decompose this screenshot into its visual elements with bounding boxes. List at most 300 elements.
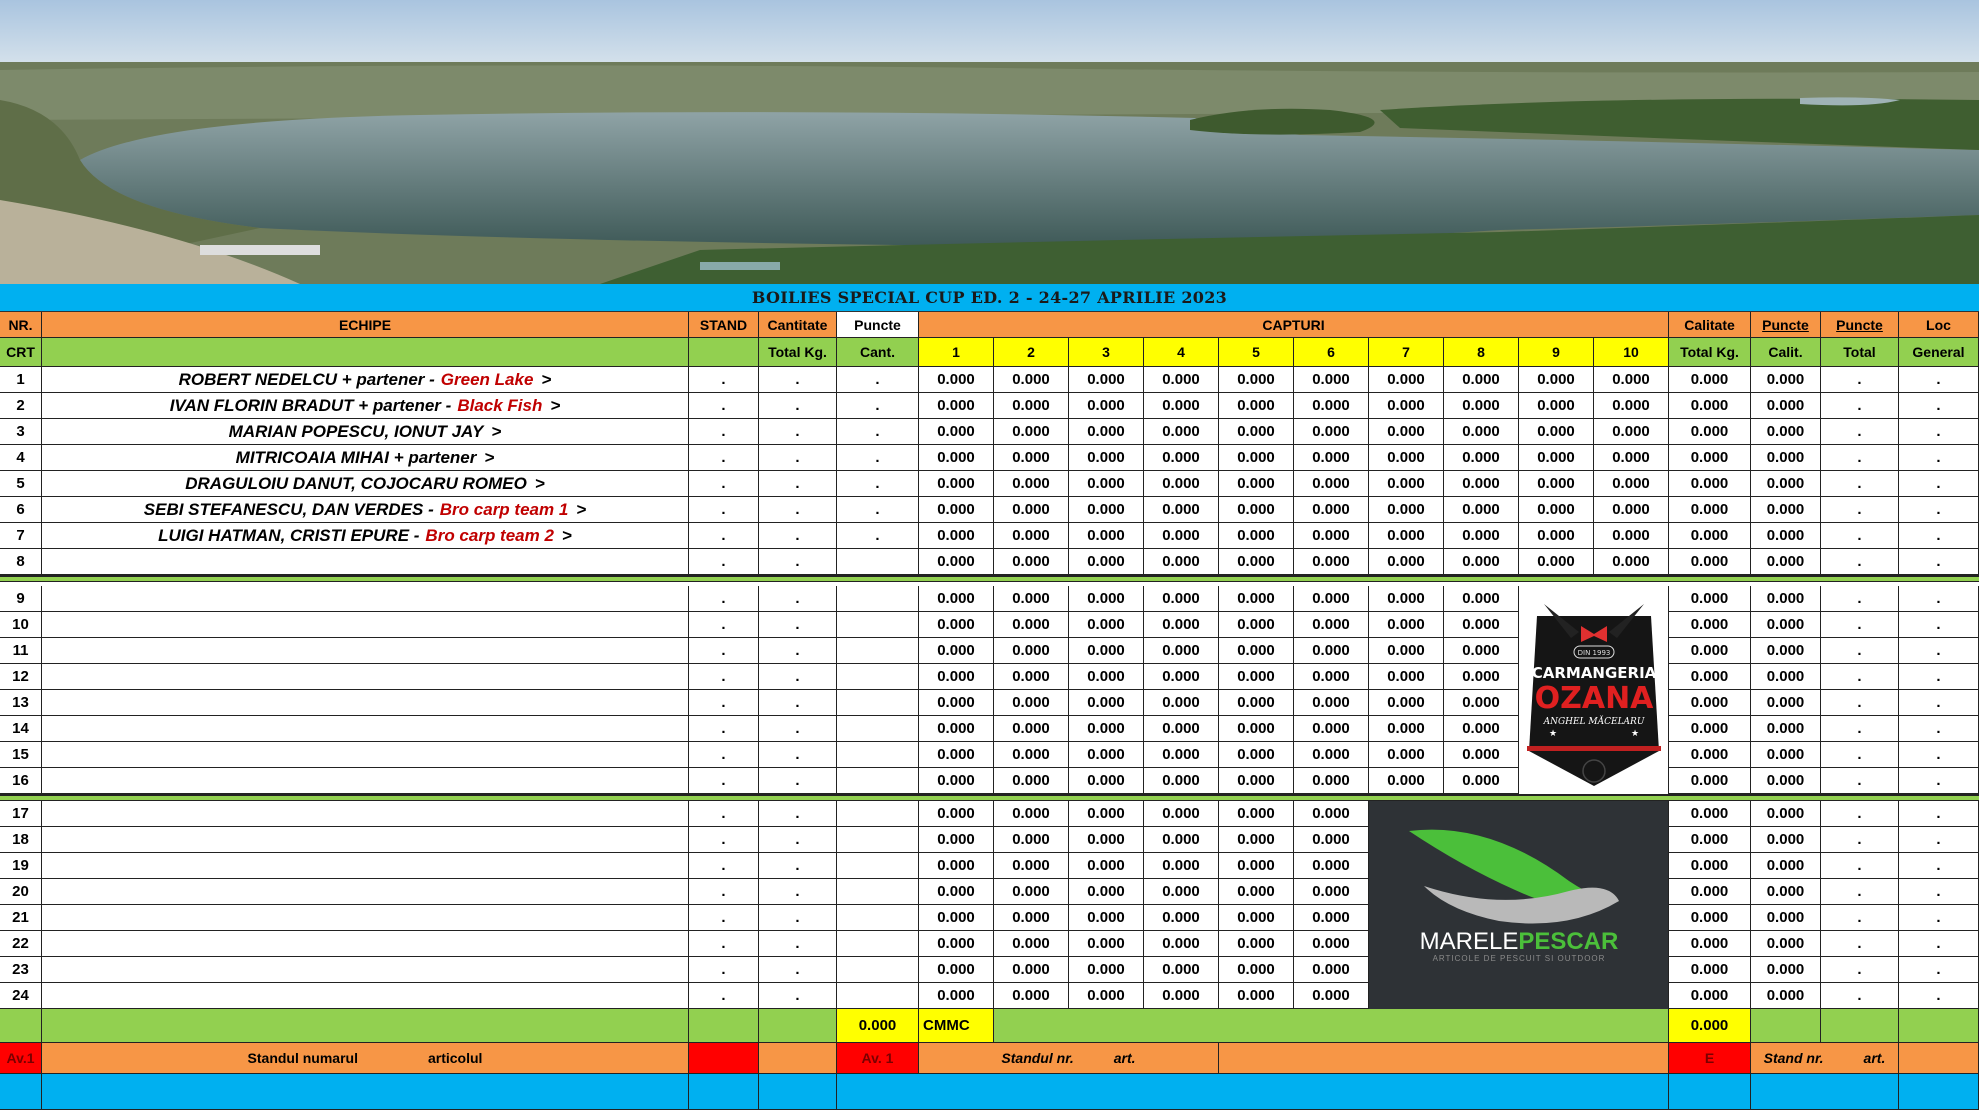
- summary-cell: [759, 1009, 837, 1043]
- capture-value: 0.000: [1444, 664, 1519, 690]
- puncte-total-value: .: [1821, 742, 1899, 768]
- loc-general-value: .: [1899, 768, 1979, 794]
- puncte-total-value: .: [1821, 367, 1899, 393]
- puncte-cant-value: [837, 664, 919, 690]
- team-name-cell: [42, 471, 689, 497]
- header-calit: Calit.: [1751, 338, 1821, 367]
- capture-value: 0.000: [919, 445, 994, 471]
- capture-value: 0.000: [1444, 768, 1519, 794]
- puncte-calit-value: 0.000: [1751, 612, 1821, 638]
- header-capture-1: 1: [919, 338, 994, 367]
- row-number: 12: [0, 664, 42, 690]
- team-arrow: >: [576, 499, 587, 519]
- loc-general-value: .: [1899, 419, 1979, 445]
- puncte-cant-value: .: [837, 497, 919, 523]
- calitate-value: 0.000: [1669, 497, 1751, 523]
- row-number: 15: [0, 742, 42, 768]
- calitate-value: 0.000: [1669, 827, 1751, 853]
- capture-value: 0.000: [1369, 393, 1444, 419]
- capture-value: 0.000: [1369, 716, 1444, 742]
- capture-value: 0.000: [1219, 690, 1294, 716]
- puncte-cant-value: .: [837, 419, 919, 445]
- team-name-cell: [42, 638, 689, 664]
- stand-value: .: [689, 827, 759, 853]
- loc-general-value: .: [1899, 664, 1979, 690]
- stand-value: .: [689, 931, 759, 957]
- capture-value: 0.000: [1144, 690, 1219, 716]
- cantitate-value: .: [759, 768, 837, 794]
- capture-value: 0.000: [1594, 471, 1669, 497]
- capture-value: 0.000: [1594, 497, 1669, 523]
- team-arrow: >: [561, 525, 572, 545]
- capture-value: 0.000: [1294, 957, 1369, 983]
- capture-value: 0.000: [1144, 445, 1219, 471]
- header-puncte-calit: Puncte: [1751, 312, 1821, 338]
- footer-standul-nr: [919, 1043, 1219, 1074]
- capture-value: 0.000: [1069, 638, 1144, 664]
- row-number: 18: [0, 827, 42, 853]
- team-name-cell: [42, 586, 689, 612]
- capture-value: 0.000: [919, 497, 994, 523]
- capture-value: 0.000: [1219, 586, 1294, 612]
- capture-value: 0.000: [1144, 638, 1219, 664]
- capture-value: 0.000: [1444, 523, 1519, 549]
- capture-value: 0.000: [1144, 367, 1219, 393]
- capture-value: 0.000: [1144, 853, 1219, 879]
- team-name-cell: [42, 983, 689, 1009]
- capture-value: 0.000: [1294, 664, 1369, 690]
- row-number: 5: [0, 471, 42, 497]
- capture-value: 0.000: [1069, 853, 1144, 879]
- puncte-total-value: .: [1821, 801, 1899, 827]
- header-capture-4: 4: [1144, 338, 1219, 367]
- stand-value: .: [689, 742, 759, 768]
- summary-calitate-total: 0.000: [1669, 1009, 1751, 1043]
- capture-value: 0.000: [994, 419, 1069, 445]
- capture-value: 0.000: [1219, 983, 1294, 1009]
- capture-value: 0.000: [1219, 905, 1294, 931]
- bottom-cell: [42, 1074, 689, 1110]
- puncte-cant-value: [837, 586, 919, 612]
- header-cant: Cant.: [837, 338, 919, 367]
- loc-general-value: .: [1899, 905, 1979, 931]
- team-arrow: >: [534, 473, 545, 493]
- capture-value: 0.000: [1294, 393, 1369, 419]
- capture-value: 0.000: [994, 638, 1069, 664]
- capture-value: 0.000: [1369, 586, 1444, 612]
- capture-value: 0.000: [1294, 768, 1369, 794]
- capture-value: 0.000: [1219, 801, 1294, 827]
- puncte-total-value: .: [1821, 586, 1899, 612]
- cantitate-value: .: [759, 586, 837, 612]
- cantitate-value: .: [759, 716, 837, 742]
- capture-value: 0.000: [1369, 768, 1444, 794]
- capture-value: 0.000: [919, 419, 994, 445]
- calitate-value: 0.000: [1669, 742, 1751, 768]
- capture-value: 0.000: [994, 664, 1069, 690]
- row-number: 23: [0, 957, 42, 983]
- puncte-total-value: .: [1821, 827, 1899, 853]
- calitate-value: 0.000: [1669, 690, 1751, 716]
- loc-general-value: .: [1899, 983, 1979, 1009]
- summary-cell: [689, 1009, 759, 1043]
- capture-value: 0.000: [1069, 742, 1144, 768]
- summary-cmmc: CMMC: [919, 1009, 994, 1043]
- footer-av1-mid: Av. 1: [837, 1043, 919, 1074]
- row-number: 1: [0, 367, 42, 393]
- cantitate-value: .: [759, 879, 837, 905]
- header-puncte-total: Puncte: [1821, 312, 1899, 338]
- puncte-total-value: .: [1821, 879, 1899, 905]
- row-number: 17: [0, 801, 42, 827]
- bottom-cell: [1669, 1074, 1751, 1110]
- capture-value: 0.000: [1594, 393, 1669, 419]
- loc-general-value: .: [1899, 853, 1979, 879]
- capture-value: 0.000: [1219, 612, 1294, 638]
- capture-value: 0.000: [1144, 549, 1219, 575]
- cantitate-value: .: [759, 612, 837, 638]
- team-name-cell: [42, 716, 689, 742]
- capture-value: 0.000: [1069, 586, 1144, 612]
- cantitate-value: .: [759, 367, 837, 393]
- puncte-cant-value: [837, 549, 919, 575]
- row-number: 21: [0, 905, 42, 931]
- capture-value: 0.000: [1219, 931, 1294, 957]
- row-number: 16: [0, 768, 42, 794]
- calitate-value: 0.000: [1669, 393, 1751, 419]
- puncte-total-value: .: [1821, 664, 1899, 690]
- capture-value: 0.000: [1294, 801, 1369, 827]
- header-echipe-sub: [42, 338, 689, 367]
- stand-value: .: [689, 768, 759, 794]
- capture-value: 0.000: [1219, 716, 1294, 742]
- capture-value: 0.000: [994, 497, 1069, 523]
- team-members: MARIAN POPESCU, IONUT JAY: [228, 421, 484, 441]
- stand-value: .: [689, 471, 759, 497]
- capture-value: 0.000: [994, 905, 1069, 931]
- capture-value: 0.000: [1294, 612, 1369, 638]
- footer-stand-nr-label: Stand nr.: [1763, 1050, 1824, 1066]
- header-echipe: ECHIPE: [42, 312, 689, 338]
- team-name-cell: [42, 905, 689, 931]
- capture-value: 0.000: [994, 931, 1069, 957]
- calitate-value: 0.000: [1669, 586, 1751, 612]
- puncte-total-value: .: [1821, 716, 1899, 742]
- loc-general-value: .: [1899, 690, 1979, 716]
- row-number: 8: [0, 549, 42, 575]
- team-name-cell: [42, 393, 689, 419]
- cantitate-value: .: [759, 471, 837, 497]
- cantitate-value: .: [759, 827, 837, 853]
- puncte-calit-value: 0.000: [1751, 419, 1821, 445]
- stand-value: .: [689, 549, 759, 575]
- team-name-cell: [42, 853, 689, 879]
- capture-value: 0.000: [994, 983, 1069, 1009]
- header-nr: NR.: [0, 312, 42, 338]
- header-capture-7: 7: [1369, 338, 1444, 367]
- summary-cell: [0, 1009, 42, 1043]
- puncte-total-value: .: [1821, 957, 1899, 983]
- puncte-calit-value: 0.000: [1751, 586, 1821, 612]
- puncte-calit-value: 0.000: [1751, 716, 1821, 742]
- team-arrow: >: [491, 421, 502, 441]
- capture-value: 0.000: [1444, 549, 1519, 575]
- loc-general-value: .: [1899, 393, 1979, 419]
- capture-value: 0.000: [994, 367, 1069, 393]
- puncte-total-value: .: [1821, 612, 1899, 638]
- capture-value: 0.000: [1069, 445, 1144, 471]
- capture-value: 0.000: [1144, 879, 1219, 905]
- footer-articolul-label: articolul: [427, 1050, 483, 1066]
- capture-value: 0.000: [1369, 638, 1444, 664]
- capture-value: 0.000: [919, 879, 994, 905]
- capture-value: 0.000: [994, 879, 1069, 905]
- capture-value: 0.000: [1144, 768, 1219, 794]
- capture-value: 0.000: [919, 801, 994, 827]
- capture-value: 0.000: [919, 957, 994, 983]
- capture-value: 0.000: [1519, 367, 1594, 393]
- calitate-value: 0.000: [1669, 419, 1751, 445]
- calitate-value: 0.000: [1669, 664, 1751, 690]
- bottom-cell: [759, 1074, 837, 1110]
- calitate-value: 0.000: [1669, 445, 1751, 471]
- capture-value: 0.000: [994, 523, 1069, 549]
- carmangeria-ozana-logo: [1519, 586, 1669, 794]
- capture-value: 0.000: [1219, 827, 1294, 853]
- capture-value: 0.000: [1144, 957, 1219, 983]
- capture-value: 0.000: [1144, 742, 1219, 768]
- capture-value: 0.000: [919, 393, 994, 419]
- capture-value: 0.000: [1444, 419, 1519, 445]
- svg-text:★: ★: [1631, 728, 1640, 738]
- puncte-calit-value: 0.000: [1751, 471, 1821, 497]
- loc-general-value: .: [1899, 471, 1979, 497]
- header-capture-3: 3: [1069, 338, 1144, 367]
- cantitate-value: .: [759, 445, 837, 471]
- capture-value: 0.000: [1144, 497, 1219, 523]
- puncte-cant-value: [837, 853, 919, 879]
- capture-value: 0.000: [919, 983, 994, 1009]
- calitate-value: 0.000: [1669, 471, 1751, 497]
- capture-value: 0.000: [994, 612, 1069, 638]
- puncte-total-value: .: [1821, 638, 1899, 664]
- header-calitate: Calitate: [1669, 312, 1751, 338]
- capture-value: 0.000: [1219, 742, 1294, 768]
- capture-value: 0.000: [1594, 367, 1669, 393]
- capture-value: 0.000: [1219, 367, 1294, 393]
- team-name-cell: [42, 742, 689, 768]
- puncte-total-value: .: [1821, 690, 1899, 716]
- capture-value: 0.000: [994, 768, 1069, 794]
- puncte-total-value: .: [1821, 419, 1899, 445]
- calitate-value: 0.000: [1669, 853, 1751, 879]
- header-calitate-total-kg: Total Kg.: [1669, 338, 1751, 367]
- group-separator: [0, 575, 1979, 582]
- capture-value: 0.000: [994, 742, 1069, 768]
- team-label: Black Fish: [457, 395, 543, 415]
- capture-value: 0.000: [1069, 497, 1144, 523]
- stand-value: .: [689, 905, 759, 931]
- footer-standul: [42, 1043, 689, 1074]
- capture-value: 0.000: [919, 523, 994, 549]
- capture-value: 0.000: [1219, 471, 1294, 497]
- row-number: 11: [0, 638, 42, 664]
- capture-value: 0.000: [994, 393, 1069, 419]
- header-crt: CRT: [0, 338, 42, 367]
- stand-value: .: [689, 957, 759, 983]
- capture-value: 0.000: [1444, 445, 1519, 471]
- stand-value: .: [689, 523, 759, 549]
- puncte-total-value: .: [1821, 853, 1899, 879]
- cantitate-value: .: [759, 742, 837, 768]
- puncte-cant-value: [837, 827, 919, 853]
- svg-text:CARMANGERIA: CARMANGERIA: [1531, 664, 1657, 682]
- puncte-calit-value: 0.000: [1751, 957, 1821, 983]
- calitate-value: 0.000: [1669, 905, 1751, 931]
- bottom-cell: [837, 1074, 1669, 1110]
- team-name-cell: [42, 931, 689, 957]
- team-name-cell: [42, 612, 689, 638]
- capture-value: 0.000: [1219, 445, 1294, 471]
- puncte-total-value: .: [1821, 549, 1899, 575]
- calitate-value: 0.000: [1669, 716, 1751, 742]
- puncte-cant-value: [837, 638, 919, 664]
- loc-general-value: .: [1899, 716, 1979, 742]
- svg-text:OZANA: OZANA: [1534, 681, 1654, 716]
- capture-value: 0.000: [1144, 471, 1219, 497]
- puncte-calit-value: 0.000: [1751, 853, 1821, 879]
- capture-value: 0.000: [1369, 445, 1444, 471]
- footer-cell: [759, 1043, 837, 1074]
- footer-standul-label: Standul numarul: [247, 1050, 358, 1066]
- header-general: General: [1899, 338, 1979, 367]
- capture-value: 0.000: [1294, 471, 1369, 497]
- puncte-calit-value: 0.000: [1751, 879, 1821, 905]
- capture-value: 0.000: [1444, 612, 1519, 638]
- puncte-total-value: .: [1821, 905, 1899, 931]
- capture-value: 0.000: [1294, 367, 1369, 393]
- header-capture-2: 2: [994, 338, 1069, 367]
- capture-value: 0.000: [1369, 664, 1444, 690]
- svg-text:★: ★: [1549, 728, 1558, 738]
- puncte-total-value: .: [1821, 497, 1899, 523]
- capture-value: 0.000: [994, 471, 1069, 497]
- capture-value: 0.000: [1294, 690, 1369, 716]
- capture-value: 0.000: [1519, 393, 1594, 419]
- row-number: 9: [0, 586, 42, 612]
- team-name-cell: [42, 827, 689, 853]
- cantitate-value: .: [759, 690, 837, 716]
- puncte-cant-value: .: [837, 393, 919, 419]
- row-number: 7: [0, 523, 42, 549]
- capture-value: 0.000: [919, 690, 994, 716]
- capture-value: 0.000: [1294, 549, 1369, 575]
- puncte-cant-value: [837, 931, 919, 957]
- capture-value: 0.000: [1369, 419, 1444, 445]
- team-members: SEBI STEFANESCU, DAN VERDES -: [143, 499, 434, 519]
- team-label: Green Lake: [440, 369, 534, 389]
- row-number: 2: [0, 393, 42, 419]
- capture-value: 0.000: [1294, 523, 1369, 549]
- calitate-value: 0.000: [1669, 612, 1751, 638]
- capture-value: 0.000: [1219, 497, 1294, 523]
- team-name-cell: [42, 367, 689, 393]
- loc-general-value: .: [1899, 801, 1979, 827]
- capture-value: 0.000: [919, 612, 994, 638]
- puncte-calit-value: 0.000: [1751, 445, 1821, 471]
- calitate-value: 0.000: [1669, 768, 1751, 794]
- puncte-cant-value: .: [837, 445, 919, 471]
- capture-value: 0.000: [1144, 664, 1219, 690]
- loc-general-value: .: [1899, 931, 1979, 957]
- header-total: Total: [1821, 338, 1899, 367]
- row-number: 3: [0, 419, 42, 445]
- capture-value: 0.000: [1519, 523, 1594, 549]
- capture-value: 0.000: [994, 853, 1069, 879]
- capture-value: 0.000: [1594, 523, 1669, 549]
- capture-value: 0.000: [1294, 853, 1369, 879]
- capture-value: 0.000: [1069, 983, 1144, 1009]
- puncte-cant-value: [837, 957, 919, 983]
- stand-value: .: [689, 879, 759, 905]
- capture-value: 0.000: [1519, 549, 1594, 575]
- summary-cell: [1751, 1009, 1821, 1043]
- cantitate-value: .: [759, 419, 837, 445]
- team-label: Bro carp team 2: [425, 525, 554, 545]
- bottom-cell: [1751, 1074, 1899, 1110]
- bottom-cell: [0, 1074, 42, 1110]
- header-stand-sub: [689, 338, 759, 367]
- summary-cell: [994, 1009, 1669, 1043]
- svg-text:ANGHEL MĂCELARU: ANGHEL MĂCELARU: [1543, 717, 1645, 727]
- header-total-kg: Total Kg.: [759, 338, 837, 367]
- capture-value: 0.000: [1594, 445, 1669, 471]
- puncte-cant-value: [837, 879, 919, 905]
- header-loc: Loc: [1899, 312, 1979, 338]
- capture-value: 0.000: [919, 853, 994, 879]
- capture-value: 0.000: [1219, 419, 1294, 445]
- loc-general-value: .: [1899, 638, 1979, 664]
- capture-value: 0.000: [919, 716, 994, 742]
- footer-art-label: art.: [1113, 1050, 1136, 1066]
- puncte-calit-value: 0.000: [1751, 549, 1821, 575]
- capture-value: 0.000: [919, 827, 994, 853]
- capture-value: 0.000: [1069, 768, 1144, 794]
- puncte-cant-value: [837, 801, 919, 827]
- capture-value: 0.000: [994, 445, 1069, 471]
- footer-e: E: [1669, 1043, 1751, 1074]
- cantitate-value: .: [759, 393, 837, 419]
- capture-value: 0.000: [1144, 716, 1219, 742]
- stand-value: .: [689, 801, 759, 827]
- puncte-total-value: .: [1821, 471, 1899, 497]
- puncte-cant-value: [837, 716, 919, 742]
- footer-cell: [1219, 1043, 1669, 1074]
- capture-value: 0.000: [1219, 879, 1294, 905]
- capture-value: 0.000: [994, 827, 1069, 853]
- puncte-calit-value: 0.000: [1751, 367, 1821, 393]
- loc-general-value: .: [1899, 586, 1979, 612]
- capture-value: 0.000: [1294, 983, 1369, 1009]
- puncte-calit-value: 0.000: [1751, 931, 1821, 957]
- capture-value: 0.000: [1069, 549, 1144, 575]
- footer-art2-label: art.: [1863, 1050, 1886, 1066]
- loc-general-value: .: [1899, 957, 1979, 983]
- footer-stand-nr: [1751, 1043, 1899, 1074]
- team-name-cell: [42, 690, 689, 716]
- capture-value: 0.000: [1444, 367, 1519, 393]
- capture-value: 0.000: [1144, 419, 1219, 445]
